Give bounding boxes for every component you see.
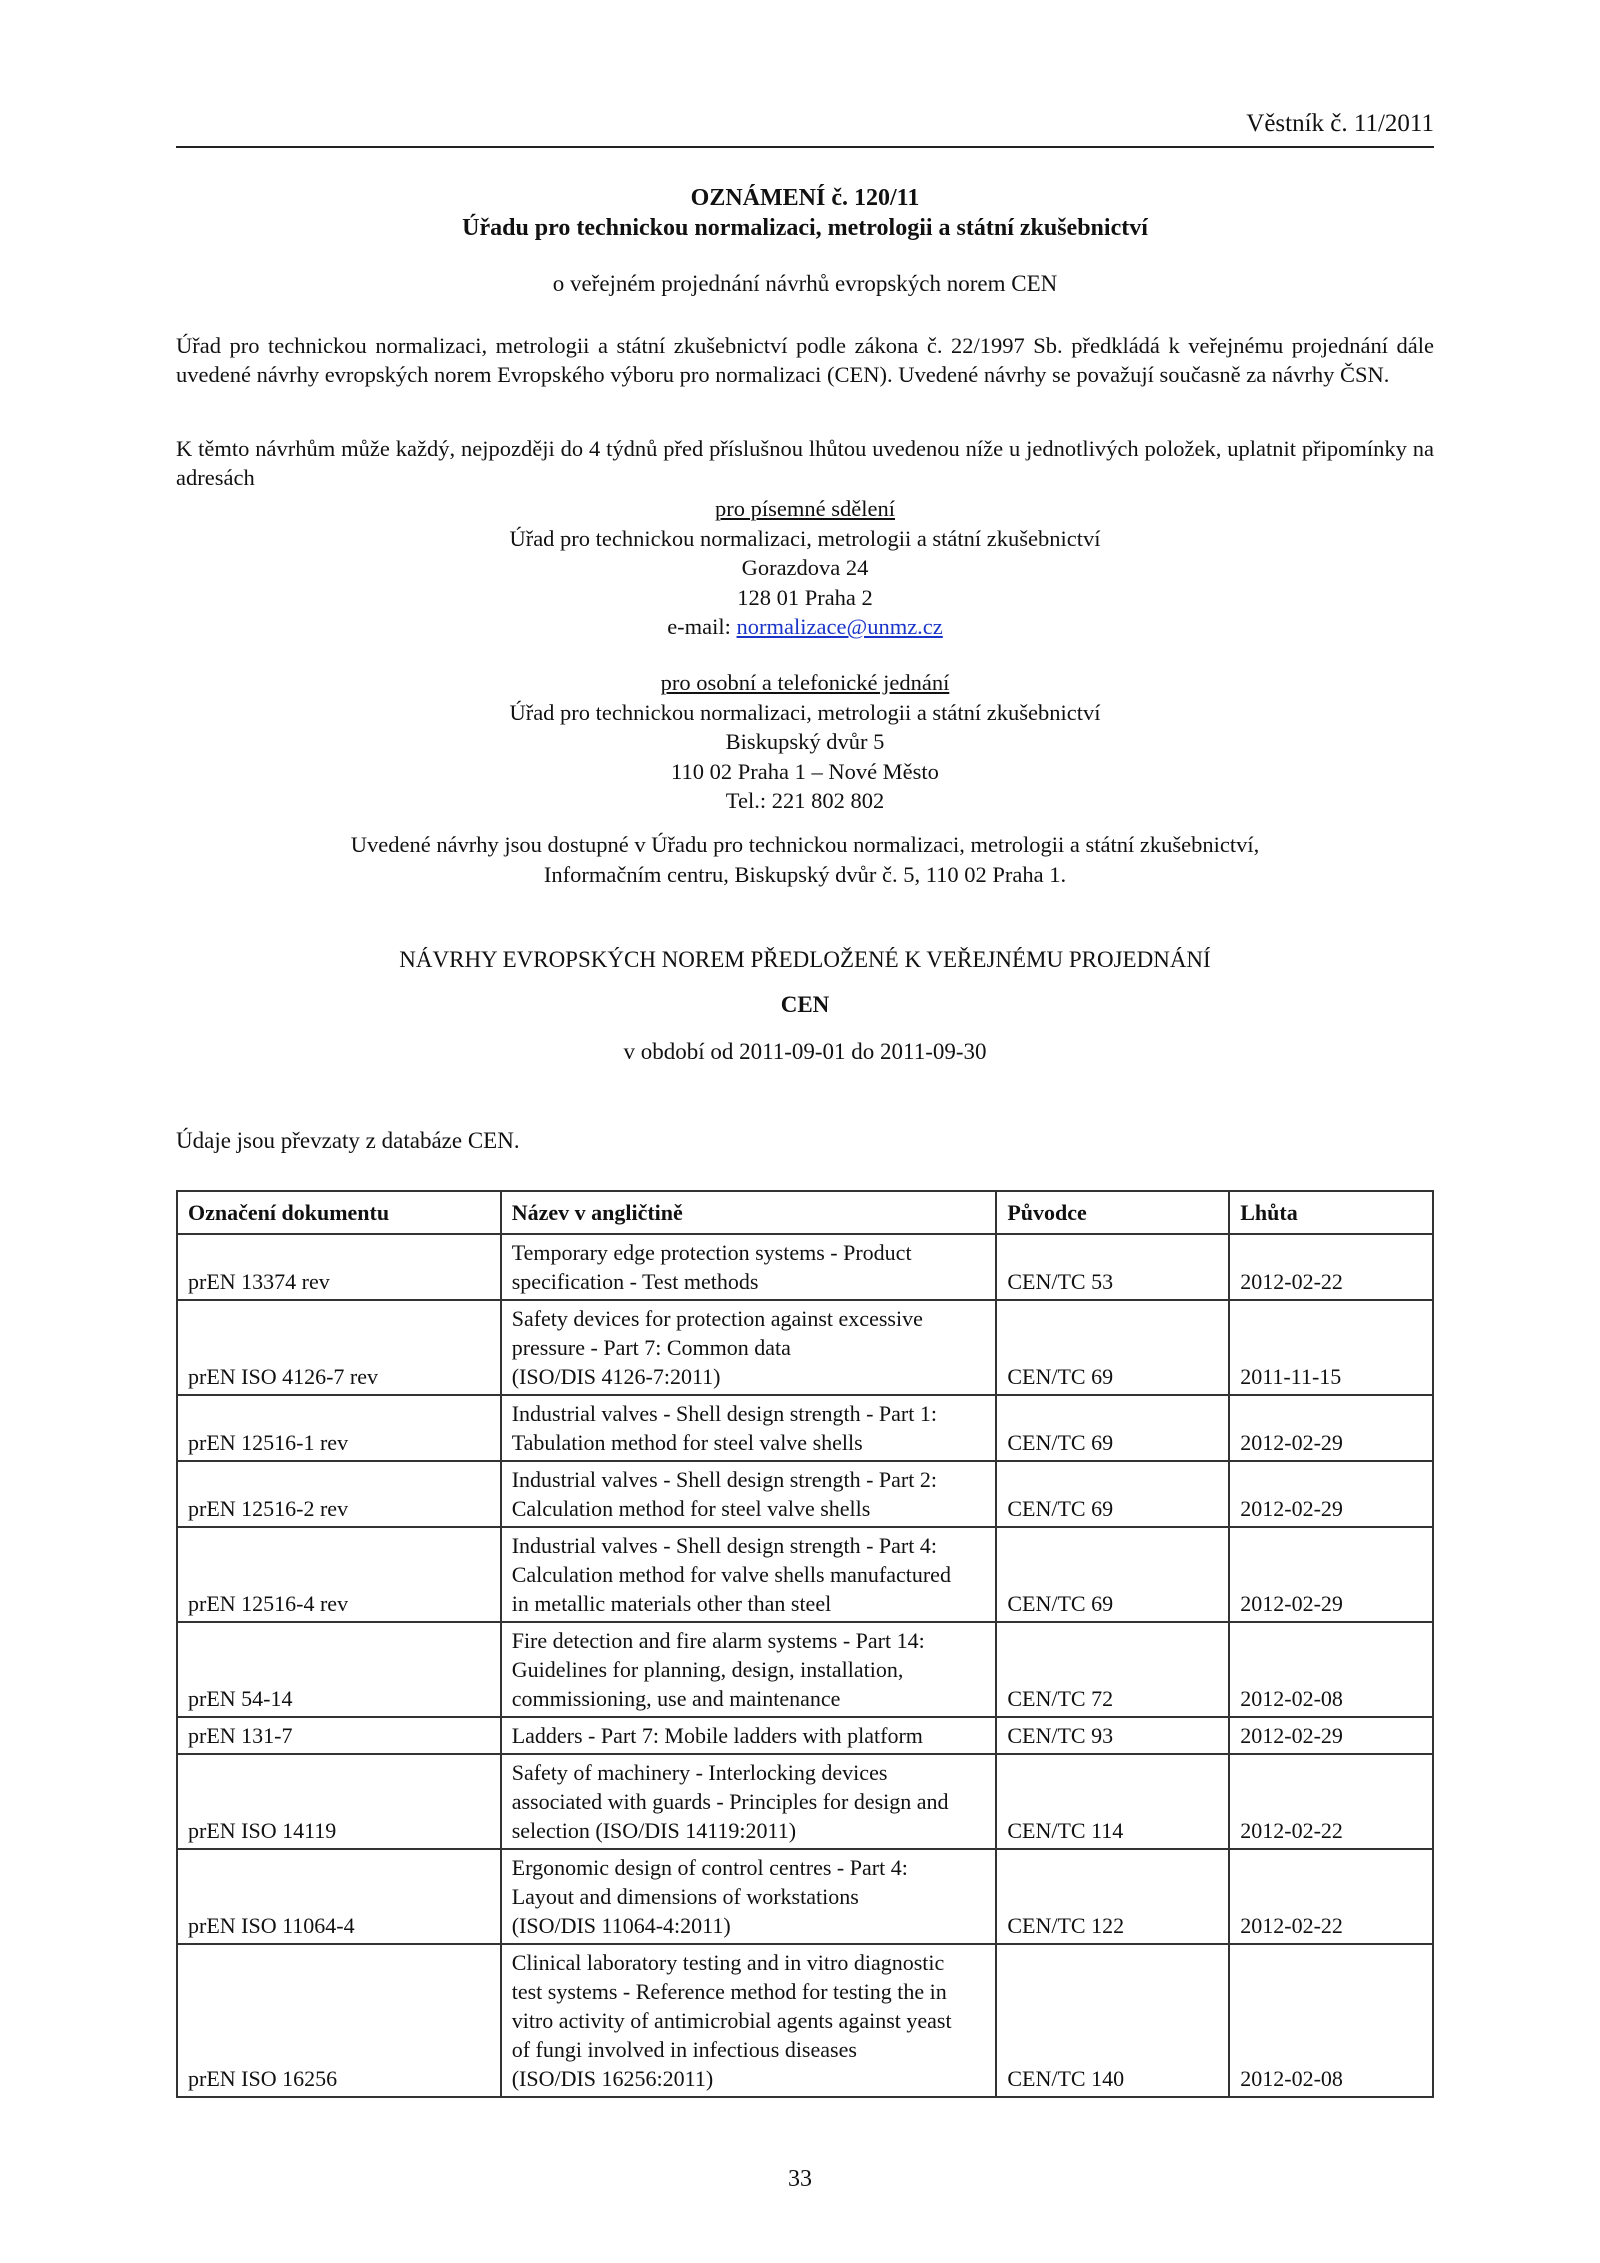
written-heading: pro písemné sdělení	[715, 496, 895, 521]
cell-deadline: 2012-02-29	[1229, 1461, 1433, 1527]
cell-origin: CEN/TC 72	[996, 1622, 1229, 1717]
title-line: Fire detection and fire alarm systems - Part 14:	[511, 1628, 925, 1653]
table-row	[177, 1300, 1433, 1395]
table-row	[177, 1527, 1433, 1622]
cell-deadline: 2012-02-22	[1229, 1234, 1433, 1300]
table-body	[177, 1234, 1433, 2097]
notice-office: Úřadu pro technickou normalizaci, metrologii a státní zkušebnictví	[462, 215, 1148, 241]
page-number: 33	[788, 2166, 812, 2192]
title-line: Ladders - Part 7: Mobile ladders with platform	[511, 1723, 923, 1748]
table-header-row	[177, 1191, 1433, 1234]
cell-deadline: 2012-02-08	[1229, 1622, 1433, 1717]
written-address	[176, 494, 1434, 642]
title-line: Guidelines for planning, design, installation,	[511, 1657, 904, 1682]
cell-deadline: 2012-02-29	[1229, 1717, 1433, 1754]
personal-address	[176, 668, 1434, 816]
cell-title	[501, 1300, 997, 1395]
written-street: Gorazdova 24	[741, 555, 869, 580]
availability-line-1: Uvedené návrhy jsou dostupné v Úřadu pro technickou normalizaci, metrologii a státní zkušebnictví,	[350, 832, 1260, 857]
header-document: Označení dokumentu	[177, 1191, 501, 1234]
cell-title	[501, 1527, 997, 1622]
title-line: commissioning, use and maintenance	[511, 1686, 841, 1711]
title-line: (ISO/DIS 11064-4:2011)	[511, 1913, 731, 1938]
cell-deadline: 2012-02-22	[1229, 1754, 1433, 1849]
cell-origin: CEN/TC 114	[996, 1754, 1229, 1849]
title-line: Tabulation method for steel valve shells	[511, 1430, 863, 1455]
cell-origin: CEN/TC 69	[996, 1300, 1229, 1395]
title-line: Clinical laboratory testing and in vitro diagnostic	[511, 1950, 945, 1975]
cell-document: prEN 12516-4 rev	[177, 1527, 501, 1622]
cell-origin: CEN/TC 69	[996, 1527, 1229, 1622]
cell-document: prEN 13374 rev	[177, 1234, 501, 1300]
cell-document: prEN 12516-1 rev	[177, 1395, 501, 1461]
personal-street: Biskupský dvůr 5	[725, 729, 885, 754]
table-row	[177, 1461, 1433, 1527]
comments-paragraph: K těmto návrhům může každý, nejpozději do 4 týdnů před příslušnou lhůtou uvedenou níže u jednotlivých položek, uplatnit připomínky na adresách	[176, 436, 1434, 490]
table-row	[177, 1849, 1433, 1944]
availability-line-2: Informačním centru, Biskupský dvůr č. 5, 110 02 Praha 1.	[543, 861, 1067, 887]
cell-deadline: 2012-02-29	[1229, 1395, 1433, 1461]
email-label: e-mail:	[667, 614, 737, 639]
cell-title	[501, 1234, 997, 1300]
personal-phone: Tel.: 221 802 802	[725, 788, 885, 813]
title-line: Industrial valves - Shell design strength - Part 4:	[511, 1533, 937, 1558]
table-row	[177, 1944, 1433, 2097]
title-line: Calculation method for valve shells manufactured	[511, 1562, 951, 1587]
section-org: CEN	[780, 992, 830, 1017]
title-line: of fungi involved in infectious diseases	[511, 2037, 857, 2062]
title-line: Temporary edge protection systems - Product	[511, 1240, 912, 1265]
notice-title: OZNÁMENÍ č. 120/11	[690, 185, 920, 211]
table-row	[177, 1717, 1433, 1754]
cell-deadline: 2012-02-22	[1229, 1849, 1433, 1944]
cell-document: prEN 54-14	[177, 1622, 501, 1717]
title-line: test systems - Reference method for testing the in	[511, 1979, 947, 2004]
title-line: (ISO/DIS 16256:2011)	[511, 2066, 714, 2091]
standards-table	[176, 1190, 1434, 2098]
email-link[interactable]: normalizace@unmz.cz	[736, 614, 943, 639]
cell-document: prEN 131-7	[177, 1717, 501, 1754]
table-row	[177, 1395, 1433, 1461]
cell-origin: CEN/TC 122	[996, 1849, 1229, 1944]
cell-document: prEN 12516-2 rev	[177, 1461, 501, 1527]
cell-origin: CEN/TC 69	[996, 1461, 1229, 1527]
cell-title	[501, 1754, 997, 1849]
title-line: pressure - Part 7: Common data	[511, 1335, 791, 1360]
table-row	[177, 1234, 1433, 1300]
table-row	[177, 1754, 1433, 1849]
title-line: selection (ISO/DIS 14119:2011)	[511, 1818, 797, 1843]
written-office: Úřad pro technickou normalizaci, metrologii a státní zkušebnictví	[509, 525, 1101, 551]
title-line: Safety devices for protection against excessive	[511, 1306, 923, 1331]
cell-origin: CEN/TC 69	[996, 1395, 1229, 1461]
header-deadline: Lhůta	[1229, 1191, 1433, 1234]
title-line: Industrial valves - Shell design strength - Part 2:	[511, 1467, 937, 1492]
notice-subject: o veřejném projednání návrhů evropských norem CEN	[552, 271, 1058, 296]
cell-document: prEN ISO 4126-7 rev	[177, 1300, 501, 1395]
cell-title	[501, 1717, 997, 1754]
cell-title	[501, 1461, 997, 1527]
title-line: (ISO/DIS 4126-7:2011)	[511, 1364, 721, 1389]
title-line: associated with guards - Principles for design and	[511, 1789, 949, 1814]
title-line: Industrial valves - Shell design strength - Part 1:	[511, 1401, 937, 1426]
header-title: Název v angličtině	[501, 1191, 997, 1234]
title-line: Calculation method for steel valve shells	[511, 1496, 871, 1521]
cell-deadline: 2012-02-29	[1229, 1527, 1433, 1622]
title-line: Layout and dimensions of workstations	[511, 1884, 859, 1909]
personal-heading: pro osobní a telefonické jednání	[660, 670, 950, 695]
cell-title	[501, 1622, 997, 1717]
journal-header: Věstník č. 11/2011	[1246, 110, 1434, 137]
section-period: v období od 2011-09-01 do 2011-09-30	[623, 1039, 987, 1064]
cell-origin: CEN/TC 140	[996, 1944, 1229, 2097]
email-line	[176, 612, 1434, 642]
header-rule	[176, 146, 1434, 148]
availability-note	[176, 830, 1434, 889]
cell-document: prEN ISO 14119	[177, 1754, 501, 1849]
table-row	[177, 1622, 1433, 1717]
cell-origin: CEN/TC 93	[996, 1717, 1229, 1754]
cell-title	[501, 1395, 997, 1461]
title-line: vitro activity of antimicrobial agents against yeast	[511, 2008, 952, 2033]
title-line: Ergonomic design of control centres - Part 4:	[511, 1855, 908, 1880]
personal-office: Úřad pro technickou normalizaci, metrologii a státní zkušebnictví	[509, 699, 1101, 725]
cell-title	[501, 1849, 997, 1944]
cell-title	[501, 1944, 997, 2097]
title-line: specification - Test methods	[511, 1269, 759, 1294]
cell-origin: CEN/TC 53	[996, 1234, 1229, 1300]
title-line: in metallic materials other than steel	[511, 1591, 832, 1616]
personal-city: 110 02 Praha 1 – Nové Město	[671, 758, 939, 784]
cell-deadline: 2011-11-15	[1229, 1300, 1433, 1395]
intro-paragraph: Úřad pro technickou normalizaci, metrologii a státní zkušebnictví podle zákona č. 22/1997 Sb. předkládá k veřejnému projednání dále uvedené návrhy evropských norem Evropského výboru pro normalizaci (CEN). Uvedené návrhy se považují současně za návrhy ČSN.	[176, 333, 1434, 387]
header-origin: Původce	[996, 1191, 1229, 1234]
written-city: 128 01 Praha 2	[737, 584, 873, 610]
source-note: Údaje jsou převzaty z databáze CEN.	[176, 1128, 520, 1153]
cell-document: prEN ISO 16256	[177, 1944, 501, 2097]
cell-deadline: 2012-02-08	[1229, 1944, 1433, 2097]
section-heading: NÁVRHY EVROPSKÝCH NOREM PŘEDLOŽENÉ K VEŘEJNÉMU PROJEDNÁNÍ	[399, 947, 1211, 972]
cell-document: prEN ISO 11064-4	[177, 1849, 501, 1944]
title-line: Safety of machinery - Interlocking devices	[511, 1760, 888, 1785]
